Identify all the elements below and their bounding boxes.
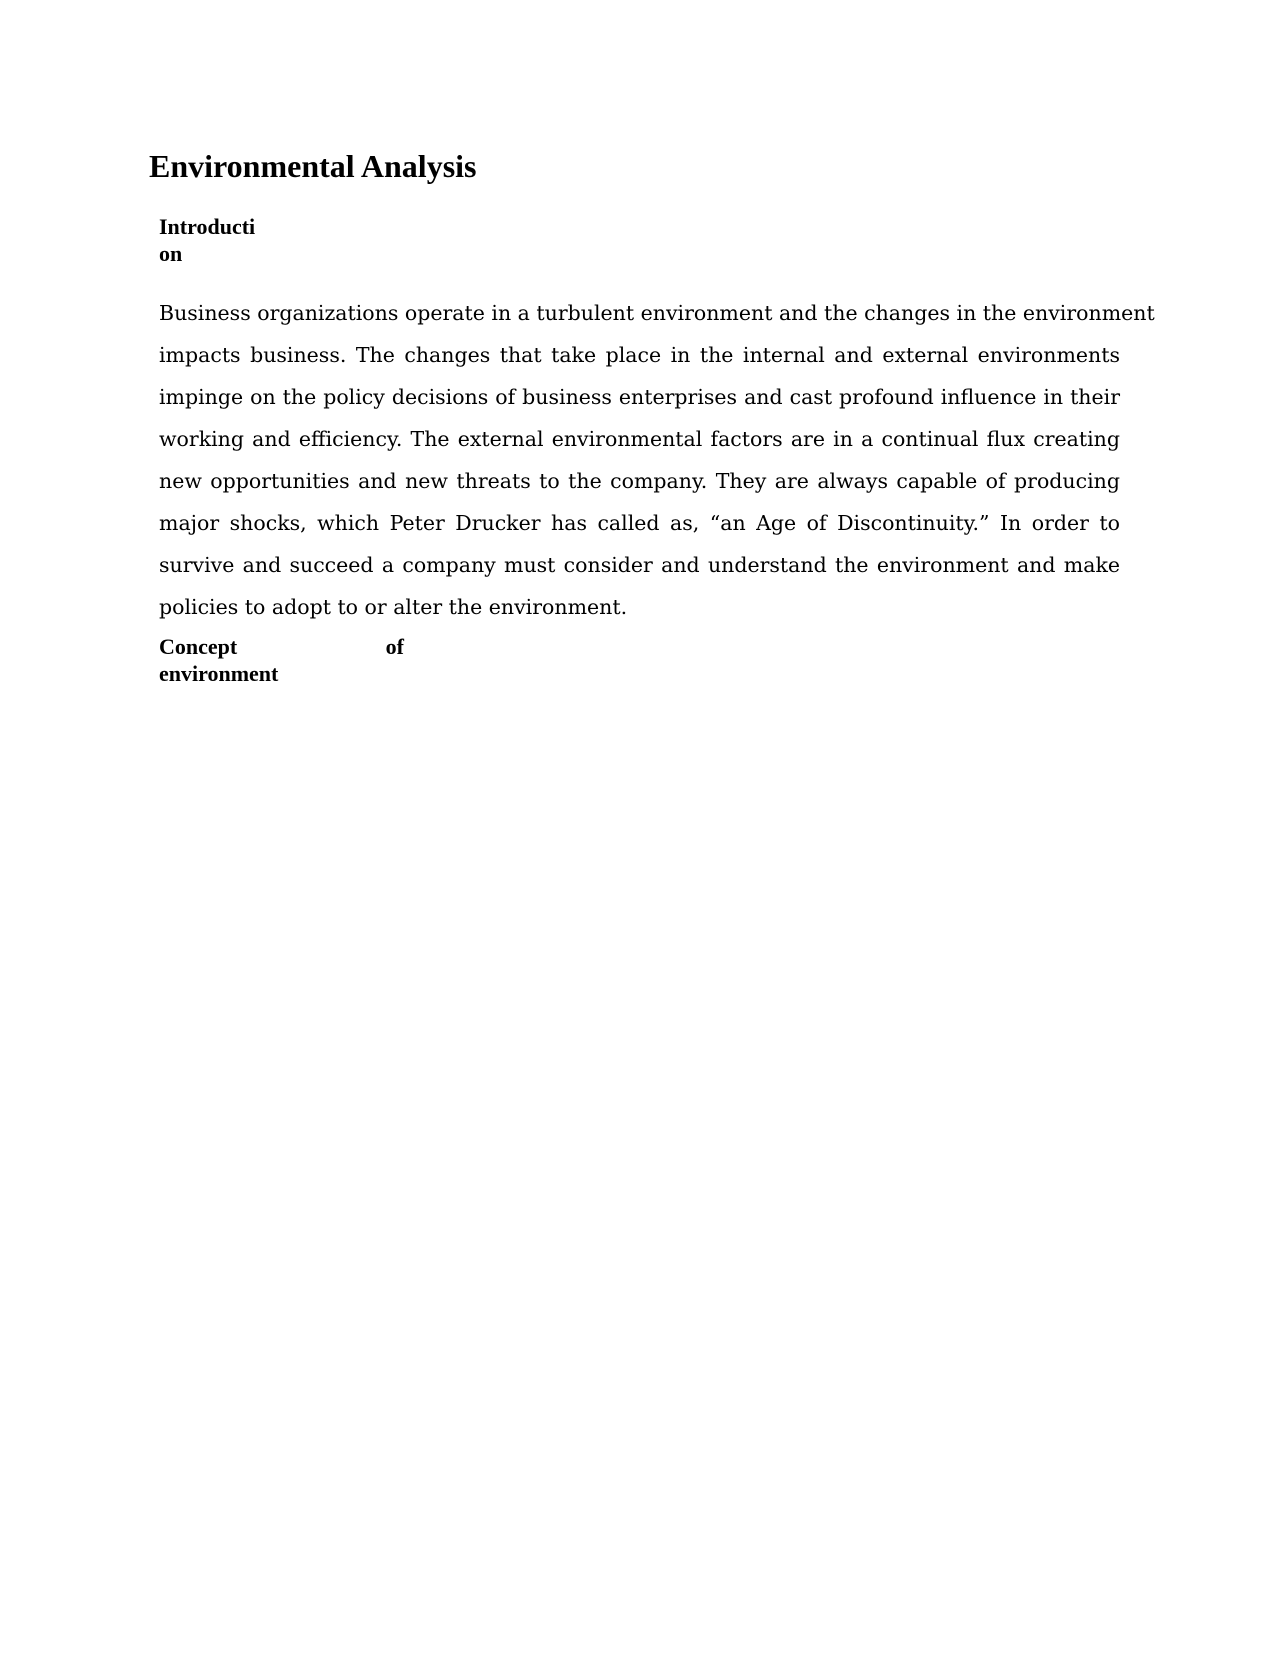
section-heading-concept-of-environment	[159, 633, 404, 687]
heading-row	[159, 633, 404, 660]
paragraph-line: major shocks, which Peter Drucker has called as, “an Age of Discontinuity.” In order to	[159, 511, 1120, 535]
paragraph-line: new opportunities and new threats to the company. They are always capable of producing	[159, 469, 1120, 493]
paragraph-line: impacts business. The changes that take place in the internal and external environments	[159, 343, 1120, 367]
heading-word-of: of	[385, 634, 404, 659]
heading-part-2: on	[159, 241, 183, 266]
introduction-paragraph	[159, 292, 1155, 628]
document-title: Environmental Analysis	[149, 148, 477, 184]
heading-part-1: Introducti	[159, 214, 256, 239]
paragraph-line: working and efficiency. The external environmental factors are in a continual flux creating	[159, 427, 1120, 451]
paragraph-line: policies to adopt to or alter the environment.	[159, 595, 628, 619]
heading-word-environment: environment	[159, 661, 279, 686]
heading-word-concept: Concept	[159, 634, 238, 659]
paragraph-line: impinge on the policy decisions of business enterprises and cast profound influence in their	[159, 385, 1120, 409]
paragraph-line: Business organizations operate in a turbulent environment and the changes in the environment	[159, 301, 1155, 325]
paragraph-line: survive and succeed a company must consider and understand the environment and make	[159, 553, 1120, 577]
section-heading-introduction	[159, 213, 279, 267]
